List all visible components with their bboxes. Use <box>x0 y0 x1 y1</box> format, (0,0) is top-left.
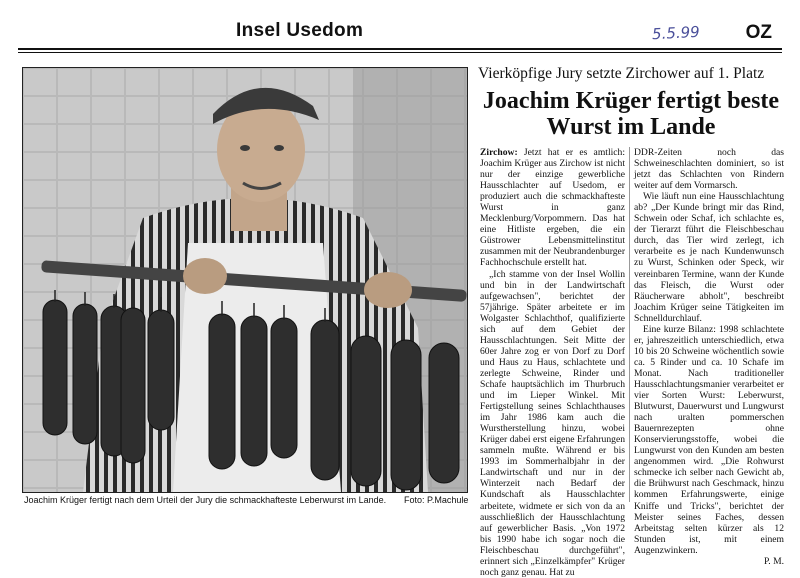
paragraph: Eine kurze Bilanz: 1998 schlachtete er, jahreszeitlich unterschiedlich, etwa 10 bis 20 Schweine wöchentlich sowie ca. 5 Rinder und ca. 10 Schafe im Monat. Nach traditioneller Hausschlachtungsmanier verarbeitet er vier Sorten Wurst: Leberwurst, Blutwurst, Dauerwurst und Lungwurst nach uralten pommerschen Bauernrezepten ohne Konservierungsstoffe, wobei die Lungwurst von den Kunden am besten angenommen wird. „Die Rohwurst schmecke ich selber nach Gewicht ab, die Brühwurst nach Geschmack, hinzu kommen Erfahrungswerte, einige Kniffe und Tricks", berichtet der Meister seines Faches, dessen Arbeitstag selten kürzer als 12 Stunden ist, mit einem Augenzwinkern. <box>634 323 784 556</box>
article-photo <box>22 67 468 493</box>
article-column-2 <box>634 147 784 567</box>
article-headline: Joachim Krüger fertigt beste Wurst im Lande <box>482 88 780 140</box>
photo-credit: Foto: P.Machule <box>404 495 469 505</box>
paragraph-text: Jetzt hat er es amtlich: Joachim Krüger aus Zirchow ist nicht nur der einzige gewerbliche Hausschlachter auf Usedom, er produziert auch die schmackhafteste Wurst in ganz Mecklenburg/Vorpommern. Das hat eine Hitliste ergeben, die ein Güstrower Lebensmittelinstitut zusammen mit der Neubrandenburger Fachhochschule erstellt hat. <box>480 147 626 269</box>
paragraph: DDR-Zeiten noch das Schweineschlachten dominiert, so ist jetzt das Schlachten von Rindern weiter auf dem Vormarsch. <box>634 147 784 192</box>
article-kicker: Vierköpfige Jury setzte Zirchower auf 1. Platz <box>478 65 765 82</box>
header-rule <box>18 48 782 50</box>
header-rule-thin <box>18 52 782 53</box>
date-stamp: 5.5.99 <box>651 22 701 44</box>
author-initials: P. M. <box>764 555 784 567</box>
photo-caption: Joachim Krüger fertigt nach dem Urteil der Jury die schmackhafteste Leberwurst im Lande. <box>24 495 387 505</box>
article-column-1 <box>480 147 626 578</box>
paragraph <box>480 147 625 269</box>
paragraph: Wie läuft nun eine Hausschlachtung ab? „Der Kunde bringt mir das Rind, Schwein oder Schaf, ich schlachte es, der Tierarzt führt die Fleischbeschau durch, das Tier wird zerlegt, ich verarbeite es je nach Kundenwunsch zu Wurst, Schinken oder Speck, wir vereinbaren Termine, wann der Kunde das Fleisch, die Wurst oder Räucherware abholt", beschreibt Joachim Krüger seine Tätigkeiten im Schnelldurchlauf. <box>634 191 784 324</box>
dateline: Zirchow: <box>480 147 518 158</box>
paper-name: OZ <box>745 22 772 43</box>
section-title: Insel Usedom <box>236 20 364 41</box>
paragraph: „Ich stamme von der Insel Wollin und bin in der Landwirtschaft aufgewachsen", berichtet der 57jährige. Später arbeitete er im Wolgaster Schlachthof, qualifizierte sich auf dem Gebiet der Hausschlachtungen. Seit Mitte der 60er Jahre zog er von Dorf zu Dorf und Haus zu Haus, schlachtete und zerlegte Schweine, Rinder und Schafe hauptsächlich im Thurbruch und im Lieper Winkel. Mit Fertigstellung seines Schlachthauses im Jahr 1986 kam auch die Wurstherstellung hinzu, wobei Krüger dabei erst eigene Erfahrungen sammeln mußte. Während er bis 1993 im Sommerhalbjahr in der Landwirtschaft und nur in der Winterzeit nach Bedarf der Kundschaft als Hausschlachter arbeitete, widmete er sich von da an ausschließlich der Hausschlachtung auf gewerblicher Basis. „Von 1972 bis 1990 habe ich sogar noch die Fleischbeschau durchgeführt", erinnert sich „Einzelkämpfer" Krüger noch ganz genau. Hat zu <box>480 268 625 578</box>
column-divider <box>629 147 630 502</box>
butcher-photo-image <box>23 68 467 492</box>
